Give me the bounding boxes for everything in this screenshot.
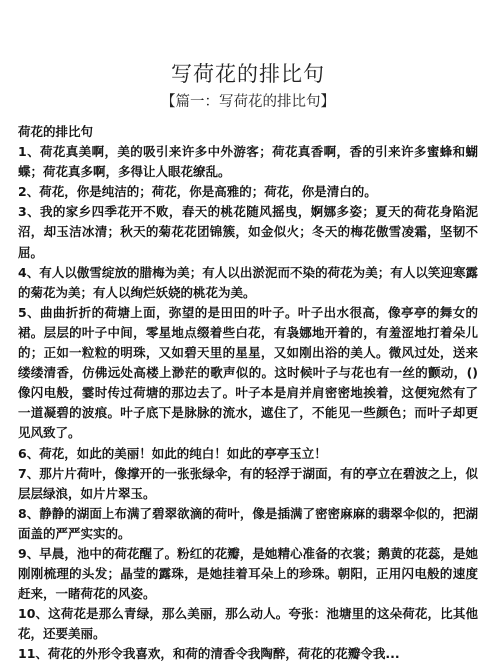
paragraph-8: 8、静静的湖面上布满了碧翠欲滴的荷叶，像是插满了密密麻麻的翡翠伞似的，把湖面盖的严严实实的。 [18, 505, 478, 541]
paragraph-9: 9、早晨，池中的荷花醒了。粉红的花瓣，是她精心准备的衣裳；鹅黄的花蕊，是她刚刚梳理的头发；晶莹的露珠，是她挂着耳朵上的珍珠。朝阳，正用闪电般的速度赶来，一睹荷花的风姿。 [18, 545, 478, 602]
paragraph-2: 2、荷花，你是纯洁的；荷花，你是高雅的；荷花，你是清白的。 [18, 184, 377, 200]
paragraph-5: 5、曲曲折折的荷塘上面，弥望的是田田的叶子。叶子出水很高，像亭亭的舞女的裙。层层的叶子中间，零星地点缀着些白花，有袅娜地开着的，有羞涩地打着朵儿的；正如一粒粒的明珠，又如碧天里的星星，又如刚出浴的美人。微风过处，送来缕缕清香，仿佛远处高楼上渺茫的歌声似的。这时候叶子与花也有一丝的颤动，()像闪电般，霎时传过荷塘的那边去了。叶子本是肩并肩密密地挨着，这便宛然有了一道凝碧的波痕。叶子底下是脉脉的流水，遮住了，不能见一些颜色；而叶子却更见风致了。 [18, 304, 478, 441]
section-heading: 【篇一：写荷花的排比句】 [161, 94, 335, 110]
paragraph-4: 4、有人以傲雪绽放的腊梅为美；有人以出淤泥而不染的荷花为美；有人以笑迎寒露的菊花为美；有人以绚烂妖娆的桃花为美。 [18, 264, 478, 300]
document-title: 写荷花的排比句 [171, 62, 325, 86]
paragraph-subtitle: 荷花的排比句 [18, 124, 94, 139]
paragraph-10: 10、这荷花是那么青绿，那么美丽，那么动人。夸张：池塘里的这朵荷花，比其他花，还要美丽。 [18, 606, 478, 642]
document-body [18, 122, 478, 665]
paragraph-11: 11、荷花的外形令我喜欢，和荷的清香令我陶醉，荷花的花瓣令我... [18, 646, 400, 662]
paragraph-6: 6、荷花，如此的美丽！如此的纯白！如此的亭亭玉立！ [18, 445, 327, 461]
paragraph-3: 3、我的家乡四季花开不败，春天的桃花随风摇曳，婀娜多姿；夏天的荷花身陷泥沼，却玉洁冰清；秋天的菊花花团锦簇，如金似火；冬天的梅花傲雪凌霜，坚韧不屈。 [18, 204, 478, 260]
paragraph-7: 7、那片片荷叶，像撑开的一张张绿伞，有的轻浮于湖面，有的亭立在碧波之上，似层层绿浪，如片片翠玉。 [18, 465, 478, 501]
paragraph-1: 1、荷花真美啊，美的吸引来许多中外游客；荷花真香啊，香的引来许多蜜蜂和蝴蝶；荷花真多啊，多得让人眼花缭乱。 [18, 144, 478, 180]
